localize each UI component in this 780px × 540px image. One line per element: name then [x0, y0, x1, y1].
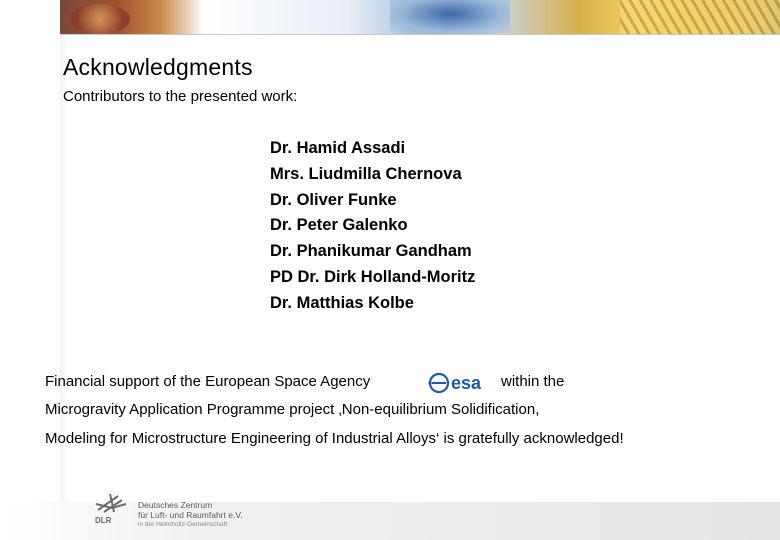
support-line-2: Microgravity Application Programme project ‚Non-equilibrium Solidification,: [45, 401, 540, 418]
header-banner-image: [60, 0, 780, 34]
dlr-logo-text: DLR: [95, 516, 112, 525]
contributor-name: Dr. Phanikumar Gandham: [270, 242, 472, 261]
dlr-logo-icon: [92, 490, 132, 526]
support-line-1-prefix: Financial support of the European Space Agency: [45, 373, 371, 390]
slide-title: Acknowledgments: [63, 54, 253, 80]
esa-logo-text: esa: [451, 373, 482, 393]
contributor-name: Mrs. Liudmilla Chernova: [270, 164, 462, 183]
support-line-3: Modeling for Microstructure Engineering of Industrial Alloys‘ is gratefully acknowledged!: [45, 430, 624, 447]
slide-subtitle: Contributors to the presented work:: [63, 88, 298, 105]
banner-solar-panel-graphic: [620, 0, 780, 34]
contributor-name: Dr. Oliver Funke: [270, 190, 397, 209]
contributor-name: Dr. Hamid Assadi: [270, 139, 406, 157]
dlr-organization-text: [138, 500, 243, 530]
org-name-line-3: in der Helmholtz-Gemeinschaft: [138, 521, 228, 528]
support-line-1-suffix: within the: [501, 373, 565, 390]
banner-sky-graphic: [390, 0, 510, 34]
org-name-line-1: Deutsches Zentrum: [138, 500, 213, 510]
contributor-list: [270, 136, 475, 317]
esa-logo-icon: [427, 370, 495, 396]
header-divider: [60, 34, 780, 35]
contributor-name: Dr. Matthias Kolbe: [270, 293, 414, 312]
banner-planet-graphic: [70, 4, 130, 34]
contributor-name: PD Dr. Dirk Holland-Moritz: [270, 267, 476, 286]
contributor-name: Dr. Peter Galenko: [270, 216, 408, 235]
org-name-line-2: für Luft- und Raumfahrt e.V.: [138, 510, 243, 520]
